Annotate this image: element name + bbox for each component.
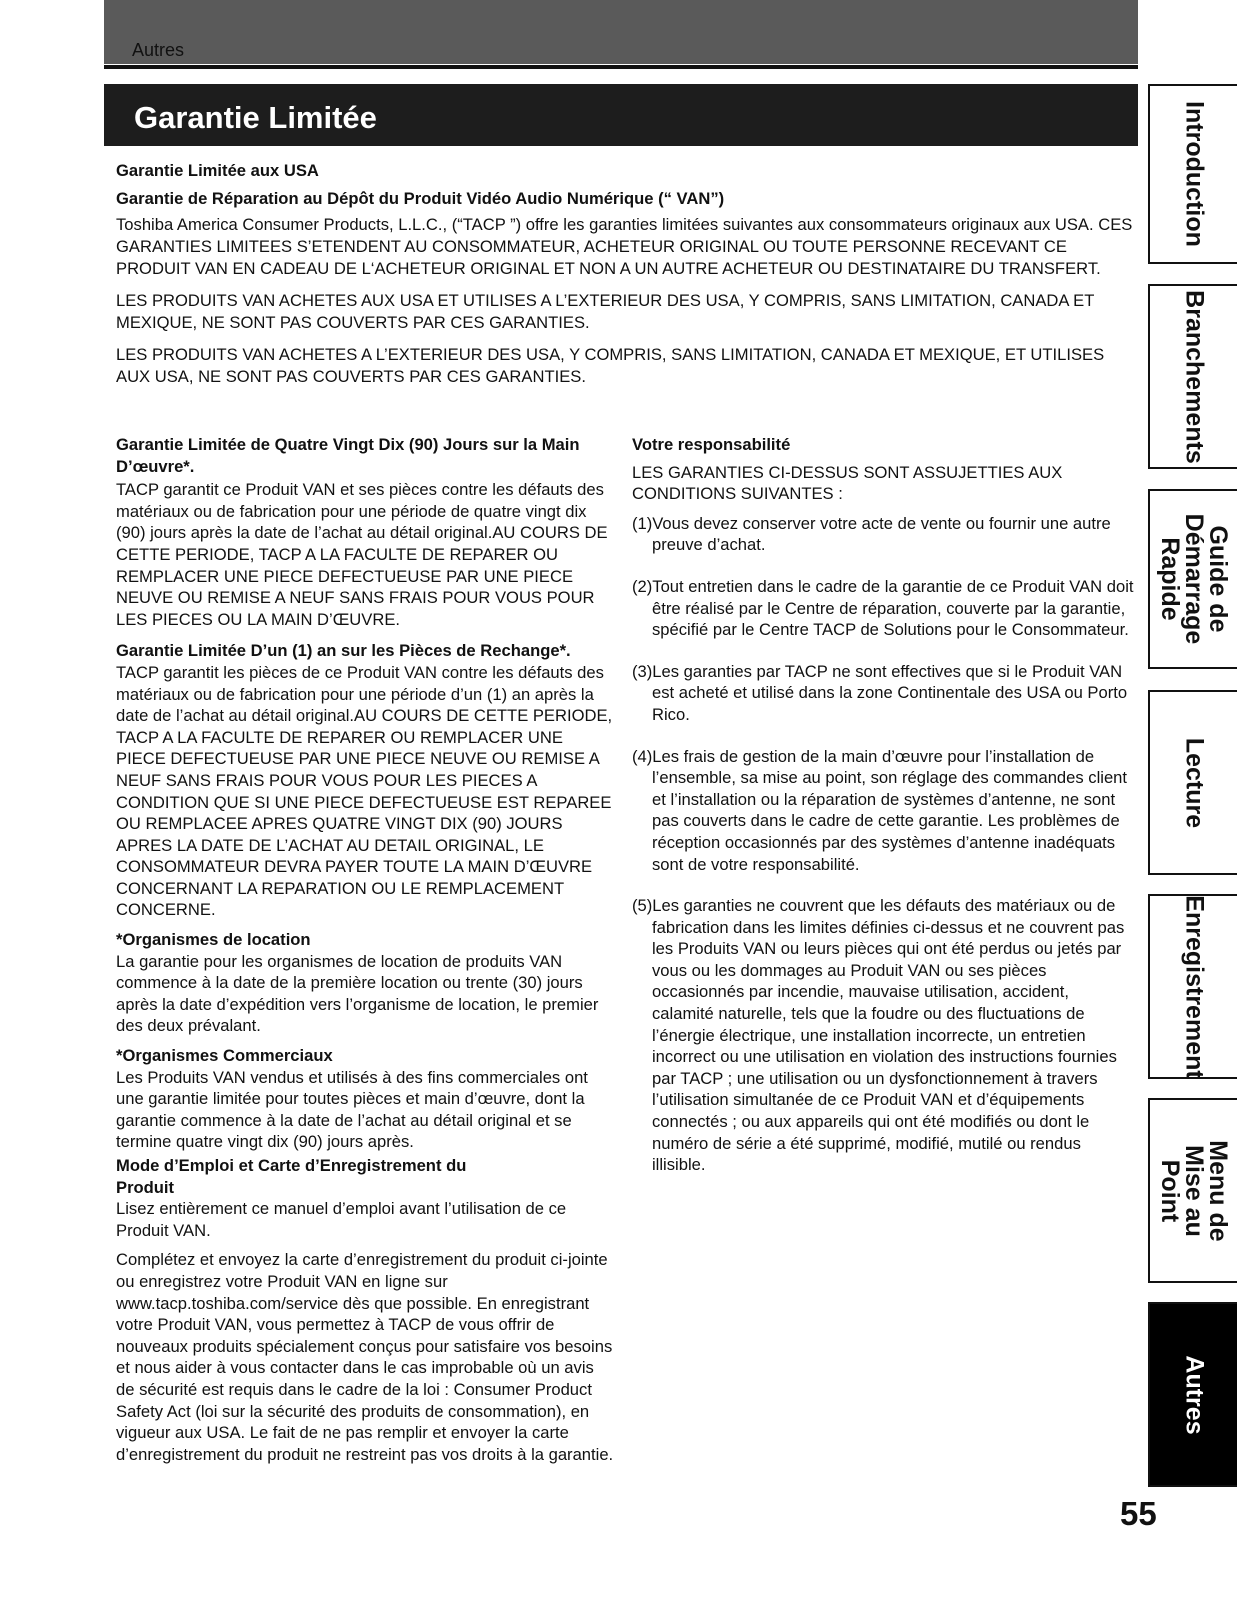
- tab-label: Enregistrement: [1180, 894, 1208, 1079]
- rental-heading: *Organismes de location: [116, 930, 311, 950]
- title-bar: [104, 84, 1138, 146]
- left-column: [116, 434, 616, 1465]
- intro-paragraph-3: LES PRODUITS VAN ACHETES A L’EXTERIEUR DES USA, Y COMPRIS, SANS LIMITATION, CANADA ET MEXIQUE, ET UTILISES AUX USA, NE SONT PAS COUVERTS PAR CES GARANTIES.: [116, 345, 1105, 386]
- manual-text-1: Lisez entièrement ce manuel d’emploi avant l’utilisation de ce Produit VAN.: [116, 1199, 567, 1240]
- tab-label: Guide de Démarrage Rapide: [1155, 513, 1232, 645]
- parts-warranty-text: TACP garantit les pièces de ce Produit VAN contre les défauts des matériaux ou de fabrication pour une période d’un (1) an après la date de l’achat au détail original.AU COURS DE CETTE PERIODE, TACP A LA FACULTE DE REPARER OU REMPLACER UNE PIECE DEFECTUEUSE PAR UNE PIECE NEUVE OU REMISE A NEUF SANS FRAIS POUR VOUS POUR LES PIECES A CONDITION QUE SI UNE PIECE DEFECTUEUSE EST REPAREE OU REMPLACEE APRES QUATRE VINGT DIX (90) JOURS APRES LA DATE DE L’ACHAT AU DETAIL ORIGINAL, LE CONSOMMATEUR DEVRA PAYER TOUTE LA MAIN D’ŒUVRE CONCERNANT LA REPARATION OU LE REMPLACEMENT CONCERNE.: [116, 662, 613, 920]
- intro-heading-1: Garantie Limitée aux USA: [116, 161, 319, 180]
- commercial-text: Les Produits VAN vendus et utilisés à des fins commerciales ont une garantie limitée pour toutes pièces et main d’œuvre, dont la garantie commence à la date de l’achat au détail original et se termine quatre vingt dix (90) jours après.: [116, 1067, 588, 1152]
- right-column: [632, 434, 1134, 1196]
- section-header-bar: [104, 0, 1138, 64]
- condition-item: (3)Les garanties par TACP ne sont effectives que si le Produit VAN est acheté et utilisé dans la zone Continentale des USA ou Porto Rico.: [632, 661, 1128, 724]
- tab-label: Autres: [1180, 1354, 1208, 1435]
- manual-text-2: Complétez et envoyez la carte d’enregistrement du produit ci-jointe ou enregistrez votre Produit VAN en ligne sur www.tacp.toshiba.com/service dès que possible. En enregistrant votre Produit VAN, vous permettez à TACP de vous offrir de nouveaux produits spécialement conçus pour satisfaire vos besoins et nous aider à vous contacter dans le cas improbable où un avis de sécurité est requis dans le cadre de la loi : Consumer Product Safety Act (loi sur la sécurité des produits de consommation), en vigueur aux USA. Le fait de ne pas remplir et envoyer la carte d’enregistrement du produit ne restreint pas vos droits à la garantie.: [116, 1250, 614, 1464]
- tab-autres[interactable]: [1148, 1302, 1237, 1487]
- tab-lecture[interactable]: [1148, 690, 1237, 875]
- labor-warranty-heading: Garantie Limitée de Quatre Vingt Dix (90) Jours sur la Main D’œuvre*.: [116, 435, 580, 476]
- header-rule: [104, 65, 1138, 69]
- responsibility-heading: Votre responsabilité: [632, 435, 791, 454]
- tab-label: Lecture: [1180, 737, 1208, 828]
- responsibility-text: LES GARANTIES CI-DESSUS SONT ASSUJETTIES AUX CONDITIONS SUIVANTES :: [632, 462, 1063, 504]
- tab-guide-demarrage[interactable]: [1148, 489, 1237, 669]
- tab-label: Introduction: [1180, 101, 1208, 247]
- intro-paragraph-2: LES PRODUITS VAN ACHETES AUX USA ET UTILISES A L’EXTERIEUR DES USA, Y COMPRIS, SANS LIMITATION, CANADA ET MEXIQUE, NE SONT PAS COUVERTS PAR CES GARANTIES.: [116, 291, 1095, 332]
- condition-item: (1)Vous devez conserver votre acte de vente ou fournir une autre preuve d’achat.: [632, 513, 1111, 555]
- commercial-heading: *Organismes Commerciaux: [116, 1046, 333, 1066]
- tab-enregistrement[interactable]: [1148, 894, 1237, 1079]
- parts-warranty-heading: Garantie Limitée D’un (1) an sur les Pièces de Rechange*.: [116, 641, 571, 661]
- tab-branchements[interactable]: [1148, 284, 1237, 469]
- tab-introduction[interactable]: [1148, 84, 1237, 264]
- tab-label: Menu de Mise au Point: [1155, 1139, 1232, 1242]
- intro-paragraph-1: Toshiba America Consumer Products, L.L.C., (“TACP ”) offre les garanties limitées suivantes aux consommateurs originaux aux USA. CES GARANTIES LIMITEES S’ETENDENT AU CONSOMMATEUR, ACHETEUR ORIGINAL OU TOUTE PERSONNE RECEVANT CE PRODUIT VAN EN CADEAU DE L‘ACHETEUR ORIGINAL ET NON A UN AUTRE ACHETEUR OU DESTINATAIRE DU TRANSFERT.: [116, 215, 1133, 278]
- tab-menu-mise-au-point[interactable]: [1148, 1098, 1237, 1283]
- condition-item: (5)Les garanties ne couvrent que les défauts des matériaux ou de fabrication dans les limites définies ci-dessus et ne couvrent pas les Produits VAN ou leurs pièces qui ont été perdus ou jetés par vous ou les dommages au Produit VAN ou ses pièces occasionnés par incendie, mauvaise utilisation, accident, calamité naturelle, tels que la foudre ou des fluctuations de l’énergie électrique, une installation incorrecte, un entretien incorrect ou une utilisation en violation des instructions fournies par TACP ; une utilisation ou un dysfonctionnement à travers l’utilisation simultanée de ce Produit VAN et d’équipements connectés ; ou aux appareils qui ont été modifiés ou dont le numéro de série a été supprimé, modifié, mutilé ou rendus illisible.: [632, 896, 1125, 1175]
- page-title: Garantie Limitée: [134, 100, 377, 135]
- intro-section: [116, 160, 1136, 388]
- condition-item: (4)Les frais de gestion de la main d’œuvre pour l’installation de l’ensemble, sa mise au point, son réglage des commandes client et l’installation ou la réparation de systèmes d’antenne, ne sont pas couverts dans le cadre de cette garantie. Les problèmes de réception occasionnés par des systèmes d’antenne inadéquats sont de votre responsabilité.: [632, 746, 1128, 874]
- page-number: 55: [1120, 1495, 1157, 1532]
- tab-label: Branchements: [1180, 289, 1208, 464]
- manual-heading: Mode d’Emploi et Carte d’Enregistrement du Produit: [116, 1156, 467, 1197]
- intro-heading-2: Garantie de Réparation au Dépôt du Produit Vidéo Audio Numérique (“ VAN”): [116, 189, 725, 208]
- condition-item: (2)Tout entretien dans le cadre de la garantie de ce Produit VAN doit être réalisé par le Centre de réparation, couverte par la garantie, spécifié par le Centre TACP de Solutions pour le Consommateur.: [632, 576, 1134, 640]
- labor-warranty-text: TACP garantit ce Produit VAN et ses pièces contre les défauts des matériaux ou de fabrication pour une période de quatre vingt dix (90) jours après la date de l’achat au détail original.AU COURS DE CETTE PERIODE, TACP A LA FACULTE DE REPARER OU REMPLACER UNE PIECE DEFECTUEUSE PAR UNE PIECE NEUVE OU REMISE A NEUF SANS FRAIS POUR VOUS POUR LES PIECES OU LA MAIN D’ŒUVRE.: [116, 480, 608, 629]
- rental-text: La garantie pour les organismes de location de produits VAN commence à la date de la première location ou trente (30) jours après la date d’expédition vers l’organisme de location, le premier des deux prévalant.: [116, 951, 599, 1036]
- section-label: Autres: [132, 40, 185, 60]
